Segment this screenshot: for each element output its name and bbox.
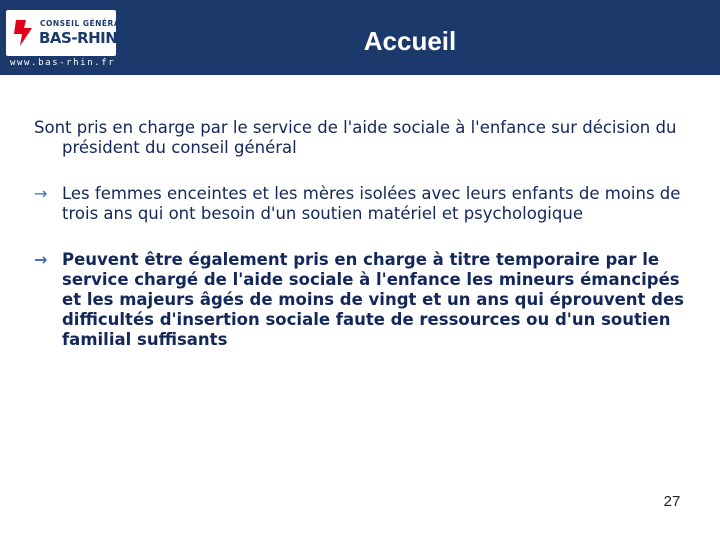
bullet-text: Les femmes enceintes et les mères isolées avec leurs enfants de moins de trois ans qui ont besoin d'un soutien matériel et psychologique: [62, 184, 681, 223]
bullet-item: [34, 250, 694, 350]
page-title: Accueil: [363, 26, 457, 56]
header-bar: [0, 0, 720, 75]
logo-org-big: BAS-RHIN: [39, 29, 118, 47]
intro-text: Sont pris en charge par le service de l'aide sociale à l'enfance sur décision du président du conseil général: [34, 118, 677, 157]
arrow-right-icon: →: [34, 250, 48, 269]
logo-mark-icon: [12, 18, 36, 48]
slide-content: [34, 118, 694, 350]
bullet-item: [34, 184, 694, 224]
logo-url: www.bas-rhin.fr: [10, 58, 116, 68]
arrow-right-icon: →: [34, 184, 48, 203]
logo-box: [6, 10, 126, 56]
logo: [6, 10, 126, 70]
logo-org-small: CONSEIL GÉNÉRAL: [40, 19, 126, 28]
bullet-text: Peuvent être également pris en charge à titre temporaire par le service chargé de l'aide sociale à l'enfance les mineurs émancipés et les majeurs âgés de moins de vingt et un ans qui éprouvent des difficultés d'insertion sociale faute de ressources ou d'un soutien familial suffisants: [62, 250, 684, 349]
page-number: 27: [663, 493, 681, 510]
